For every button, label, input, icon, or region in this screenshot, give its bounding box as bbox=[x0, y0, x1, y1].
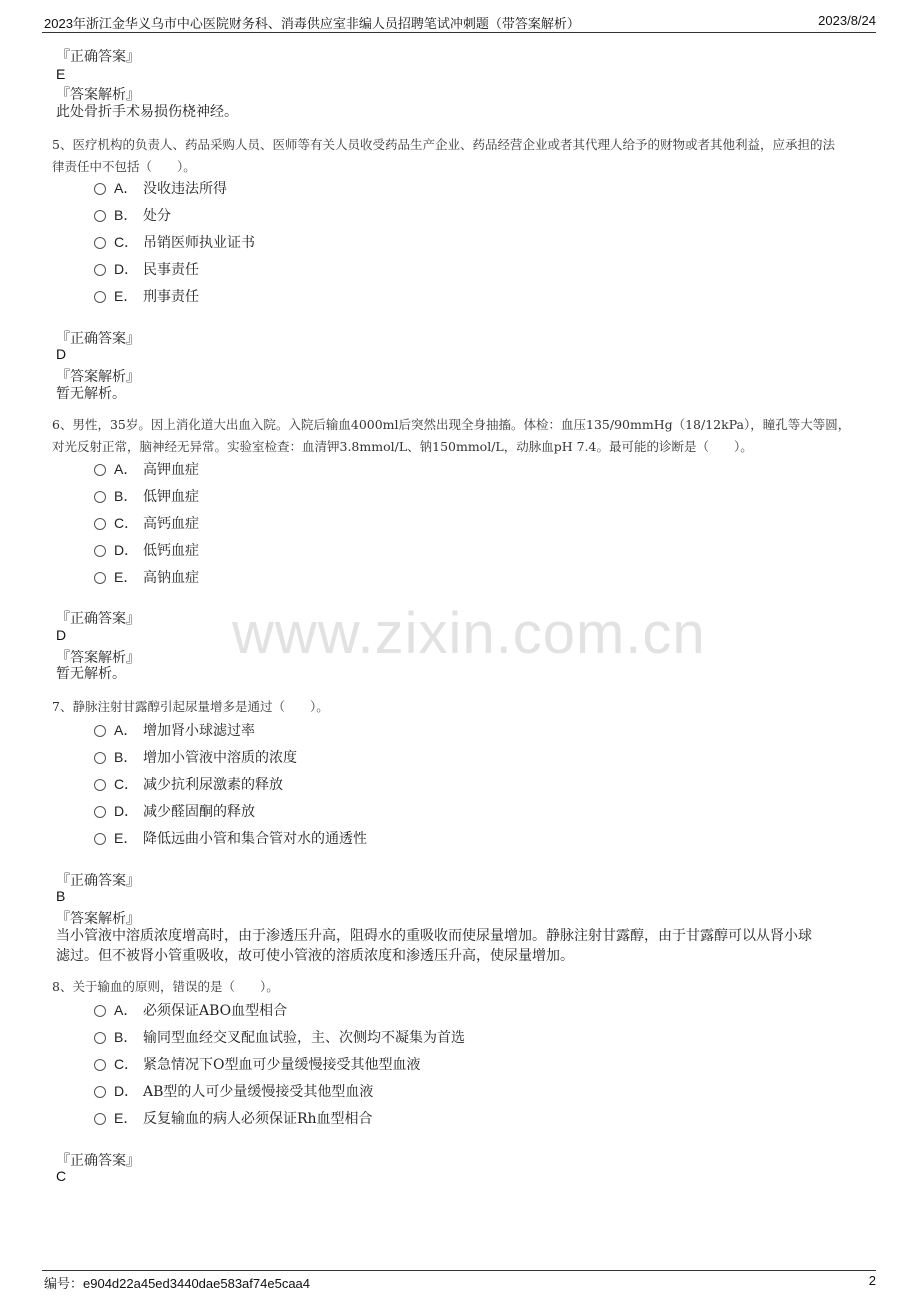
analysis-label: 『答案解析』 bbox=[56, 87, 140, 103]
answer-value: E bbox=[56, 66, 66, 82]
question-stem: 6、男性，35岁。因上消化道大出血入院。入院后输血4000ml后突然出现全身抽搐。体检：血压135/90mmHg（18/12kPa），瞳孔等大等圆， bbox=[52, 417, 851, 432]
question-stem: 8、关于输血的原则，错误的是（ ）。 bbox=[52, 979, 279, 994]
option-text: 降低远曲小管和集合管对水的通透性 bbox=[143, 831, 367, 847]
document-date: 2023/8/24 bbox=[818, 13, 876, 28]
answer-value: D bbox=[56, 346, 67, 362]
analysis-label: 『答案解析』 bbox=[56, 369, 140, 385]
option-letter: A． bbox=[114, 461, 138, 477]
question-7 bbox=[52, 696, 882, 718]
option-text: AB型的人可少量缓慢接受其他型血液 bbox=[143, 1084, 374, 1100]
radio-icon[interactable] bbox=[94, 572, 106, 584]
analysis-text bbox=[56, 926, 876, 966]
option-text: 高钾血症 bbox=[143, 462, 199, 478]
option-letter: D． bbox=[114, 542, 139, 558]
option-letter: D． bbox=[114, 261, 139, 277]
page-footer bbox=[42, 1270, 876, 1291]
radio-icon[interactable] bbox=[94, 1086, 106, 1098]
document-title: 2023年浙江金华义乌市中心医院财务科、消毒供应室非编人员招聘笔试冲刺题（带答案解析） bbox=[44, 16, 580, 31]
answer-value: D bbox=[56, 627, 67, 643]
question-6 bbox=[52, 414, 882, 458]
option-letter: C． bbox=[114, 776, 139, 792]
radio-icon[interactable] bbox=[94, 291, 106, 303]
answer-label: 『正确答案』 bbox=[56, 331, 140, 347]
radio-icon[interactable] bbox=[94, 833, 106, 845]
radio-icon[interactable] bbox=[94, 210, 106, 222]
option-letter: B． bbox=[114, 207, 138, 223]
option-text: 吊销医师执业证书 bbox=[143, 235, 255, 251]
radio-icon[interactable] bbox=[94, 779, 106, 791]
option-text: 处分 bbox=[143, 208, 171, 224]
radio-icon[interactable] bbox=[94, 1059, 106, 1071]
analysis-text: 暂无解析。 bbox=[56, 386, 126, 402]
option-text: 高钙血症 bbox=[143, 516, 199, 532]
radio-icon[interactable] bbox=[94, 264, 106, 276]
answer-label: 『正确答案』 bbox=[56, 611, 140, 627]
option-letter: C． bbox=[114, 234, 139, 250]
option-text: 增加小管液中溶质的浓度 bbox=[143, 750, 297, 766]
option-letter: E． bbox=[114, 569, 138, 585]
question-5 bbox=[52, 134, 882, 178]
radio-icon[interactable] bbox=[94, 1005, 106, 1017]
question-8 bbox=[52, 976, 882, 998]
option-text: 减少抗利尿激素的释放 bbox=[143, 777, 283, 793]
page-header bbox=[42, 12, 876, 33]
option-text: 低钙血症 bbox=[143, 543, 199, 559]
option-text: 输同型血经交叉配血试验，主、次侧均不凝集为首选 bbox=[143, 1030, 465, 1046]
question-stem: 律责任中不包括（ ）。 bbox=[52, 159, 196, 174]
analysis-text: 暂无解析。 bbox=[56, 666, 126, 682]
radio-icon[interactable] bbox=[94, 1113, 106, 1125]
answer-value: C bbox=[56, 1168, 67, 1184]
radio-icon[interactable] bbox=[94, 491, 106, 503]
option-letter: E． bbox=[114, 1110, 138, 1126]
answer-label: 『正确答案』 bbox=[56, 1153, 140, 1169]
option-text: 低钾血症 bbox=[143, 489, 199, 505]
option-letter: A． bbox=[114, 180, 138, 196]
question-stem: 对光反射正常，脑神经无异常。实验室检查：血清钾3.8mmol/L、钠150mmol/L，动脉血pH 7.4。最可能的诊断是（ ）。 bbox=[52, 439, 753, 454]
option-letter: E． bbox=[114, 288, 138, 304]
option-letter: C． bbox=[114, 1056, 139, 1072]
page-number: 2 bbox=[868, 1273, 876, 1288]
radio-icon[interactable] bbox=[94, 464, 106, 476]
answer-label: 『正确答案』 bbox=[56, 49, 140, 65]
option-letter: C． bbox=[114, 515, 139, 531]
radio-icon[interactable] bbox=[94, 183, 106, 195]
option-letter: A． bbox=[114, 1002, 138, 1018]
radio-icon[interactable] bbox=[94, 752, 106, 764]
option-letter: E． bbox=[114, 830, 138, 846]
option-text: 没收违法所得 bbox=[143, 181, 227, 197]
analysis-label: 『答案解析』 bbox=[56, 650, 140, 666]
option-text: 减少醛固酮的释放 bbox=[143, 804, 255, 820]
document-code: 编号：e904d22a45ed3440dae583af74e5caa4 bbox=[44, 1276, 311, 1291]
answer-value: B bbox=[56, 888, 66, 904]
option-letter: B． bbox=[114, 1029, 138, 1045]
radio-icon[interactable] bbox=[94, 237, 106, 249]
analysis-line: 滤过。但不被肾小管重吸收，故可使小管液的溶质浓度和渗透压升高，使尿量增加。 bbox=[56, 948, 574, 964]
radio-icon[interactable] bbox=[94, 1032, 106, 1044]
radio-icon[interactable] bbox=[94, 806, 106, 818]
option-text: 紧急情况下O型血可少量缓慢接受其他型血液 bbox=[143, 1057, 421, 1073]
watermark: www.zixin.com.cn bbox=[232, 601, 706, 666]
option-letter: B． bbox=[114, 749, 138, 765]
option-letter: A． bbox=[114, 722, 138, 738]
option-text: 必须保证ABO血型相合 bbox=[143, 1003, 288, 1019]
analysis-line: 当小管液中溶质浓度增高时，由于渗透压升高，阻碍水的重吸收而使尿量增加。静脉注射甘露醇，由于甘露醇可以从肾小球 bbox=[56, 928, 812, 944]
radio-icon[interactable] bbox=[94, 545, 106, 557]
answer-label: 『正确答案』 bbox=[56, 873, 140, 889]
question-stem: 7、静脉注射甘露醇引起尿量增多是通过（ ）。 bbox=[52, 699, 329, 714]
option-letter: D． bbox=[114, 803, 139, 819]
option-text: 增加肾小球滤过率 bbox=[143, 723, 255, 739]
analysis-label: 『答案解析』 bbox=[56, 911, 140, 927]
option-letter: D． bbox=[114, 1083, 139, 1099]
option-text: 高钠血症 bbox=[143, 570, 199, 586]
option-text: 反复输血的病人必须保证Rh血型相合 bbox=[143, 1111, 373, 1127]
analysis-text: 此处骨折手术易损伤桡神经。 bbox=[56, 104, 238, 120]
radio-icon[interactable] bbox=[94, 725, 106, 737]
option-text: 民事责任 bbox=[143, 262, 199, 278]
question-stem: 5、医疗机构的负责人、药品采购人员、医师等有关人员收受药品生产企业、药品经营企业或者其代理人给予的财物或者其他利益，应承担的法 bbox=[52, 137, 835, 152]
radio-icon[interactable] bbox=[94, 518, 106, 530]
option-text: 刑事责任 bbox=[143, 289, 199, 305]
option-letter: B． bbox=[114, 488, 138, 504]
